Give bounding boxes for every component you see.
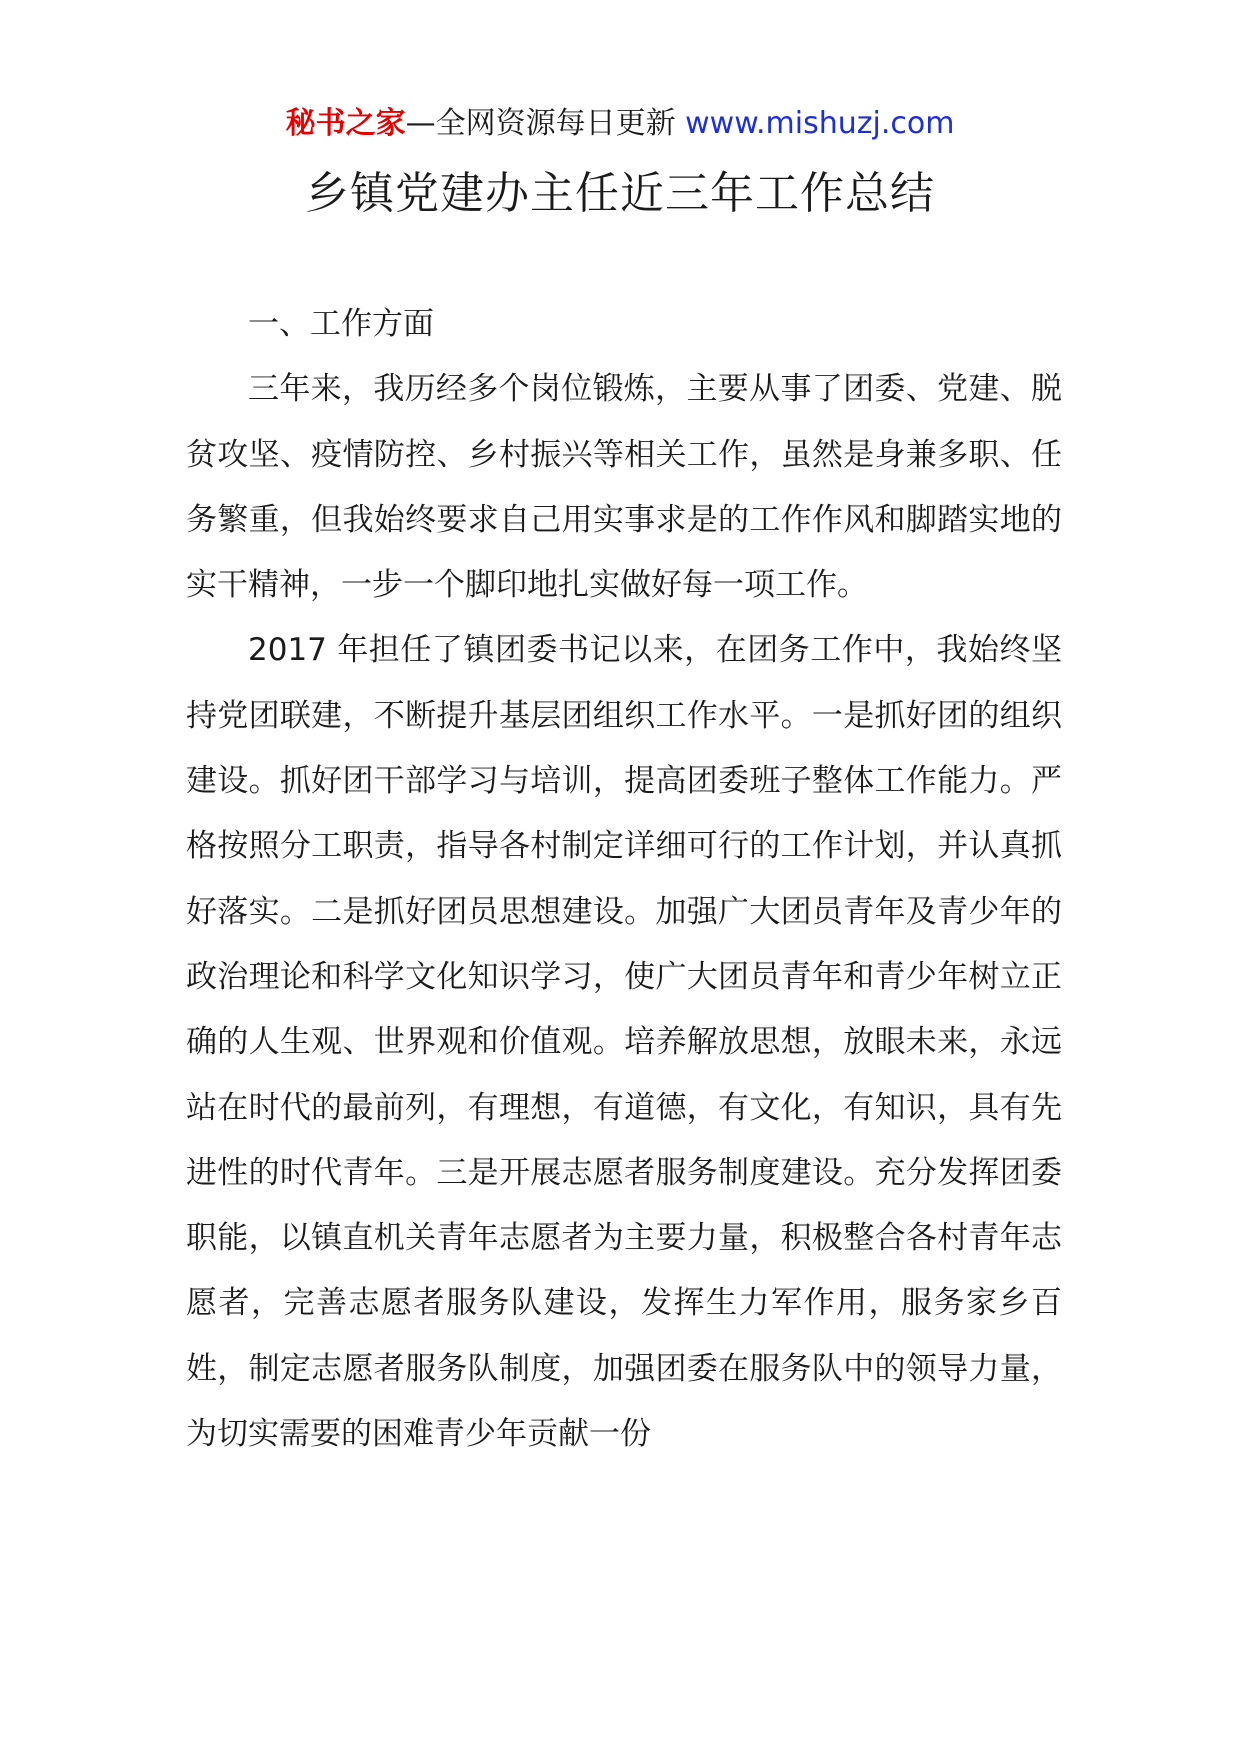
paragraph: 2017 年担任了镇团委书记以来，在团务工作中，我始终坚持党团联建，不断提升基层团组织工作水平。一是抓好团的组织建设。抓好团干部学习与培训，提高团委班子整体工作能力。严格按照分工职责，指导各村制定详细可行的工作计划，并认真抓好落实。二是抓好团员思想建设。加强广大团员青年及青少年的政治理论和科学文化知识学习，使广大团员青年和青少年树立正确的人生观、世界观和价值观。培养解放思想，放眼未来，永远站在时代的最前列，有理想，有道德，有文化，有知识，具有先进性的时代青年。三是开展志愿者服务制度建设。充分发挥团委职能，以镇直机关青年志愿者为主要力量，积极整合各村青年志愿者，完善志愿者服务队建设，发挥生力军作用，服务家乡百姓，制定志愿者服务队制度，加强团委在服务队中的领导力量，为切实需要的困难青少年贡献一份 xyxy=(186,632,1062,1453)
site-header xyxy=(0,100,1240,148)
site-url-link[interactable]: www.mishuzj.com xyxy=(685,106,955,141)
document-body xyxy=(186,292,1062,1467)
site-tagline: —全网资源每日更新 xyxy=(405,106,686,141)
site-brand: 秘书之家 xyxy=(285,106,406,141)
document-title: 乡镇党建办主任近三年工作总结 xyxy=(305,168,935,219)
paragraph: 三年来，我历经多个岗位锻炼，主要从事了团委、党建、脱贫攻坚、疫情防控、乡村振兴等相关工作，虽然是身兼多职、任务繁重，但我始终要求自己用实事求是的工作作风和脚踏实地的实干精神，一步一个脚印地扎实做好每一项工作。 xyxy=(186,371,1062,604)
section-heading: 一、工作方面 xyxy=(248,306,434,342)
